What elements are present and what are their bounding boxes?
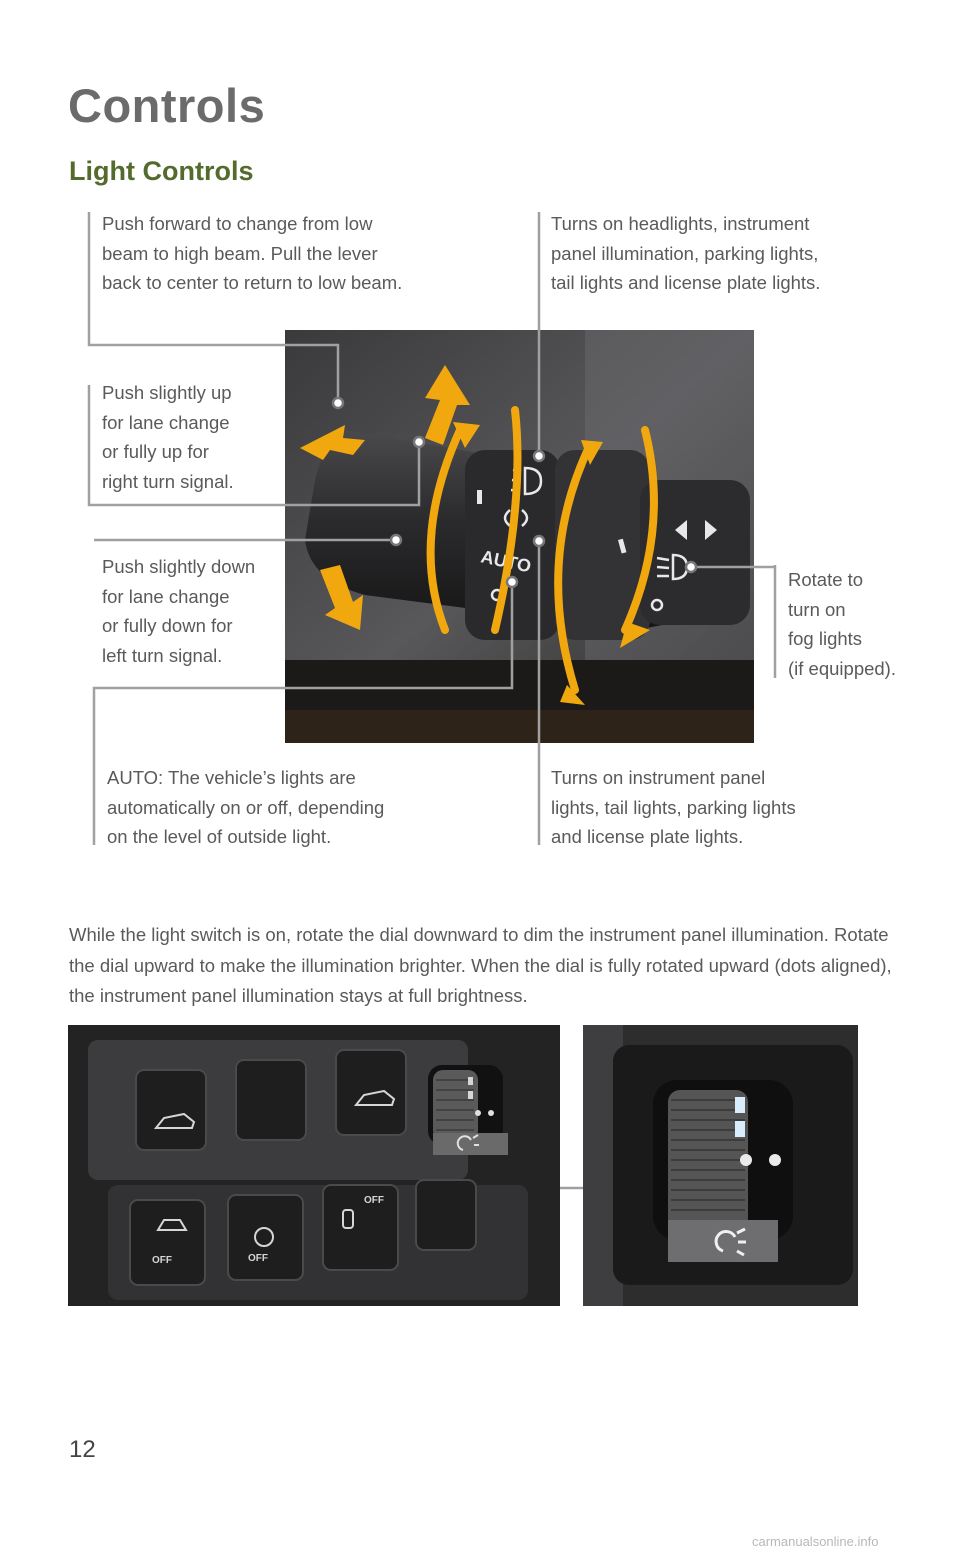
callout-headlights: Turns on headlights, instrument panel illumination, parking lights, tail lights and license plate lights.	[551, 213, 821, 293]
dashboard-switch-photo	[68, 1025, 560, 1306]
callout-parking: Turns on instrument panel lights, tail lights, parking lights and license plate lights.	[551, 767, 796, 847]
dimmer-dial-illustration	[583, 1025, 858, 1306]
off-label-1: OFF	[152, 1255, 172, 1266]
section-title: Light Controls	[69, 156, 254, 186]
page-title: Controls	[68, 79, 266, 132]
callout-fog-lights: Rotate to turn on fog lights (if equipped).	[788, 569, 896, 679]
callout-high-beam: Push forward to change from low beam to high beam. Pull the lever back to center to return to low beam.	[102, 213, 403, 293]
auto-label: AUTO	[479, 546, 533, 577]
dashboard-switch-illustration	[68, 1025, 560, 1306]
dimmer-dial-closeup-photo	[583, 1025, 858, 1306]
callout-auto: AUTO: The vehicle’s lights are automatically on or off, depending on the level of outside light.	[107, 767, 385, 847]
callout-right-turn: Push slightly up for lane change or fully up for right turn signal.	[102, 382, 234, 492]
callout-left-turn: Push slightly down for lane change or fully down for left turn signal.	[102, 556, 256, 666]
page-number: 12	[69, 1436, 96, 1463]
dimmer-description: While the light switch is on, rotate the dial downward to dim the instrument panel illumination. Rotate the dial upward to make the illumination brighter. When the dial is fully rotated upward (dots aligned), the instrument panel illumination stays at full brightness.	[69, 924, 892, 1006]
footer-watermark: carmanualsonline.info	[752, 1534, 879, 1549]
off-label-2: OFF	[248, 1253, 268, 1264]
off-label-3: OFF	[364, 1195, 384, 1206]
